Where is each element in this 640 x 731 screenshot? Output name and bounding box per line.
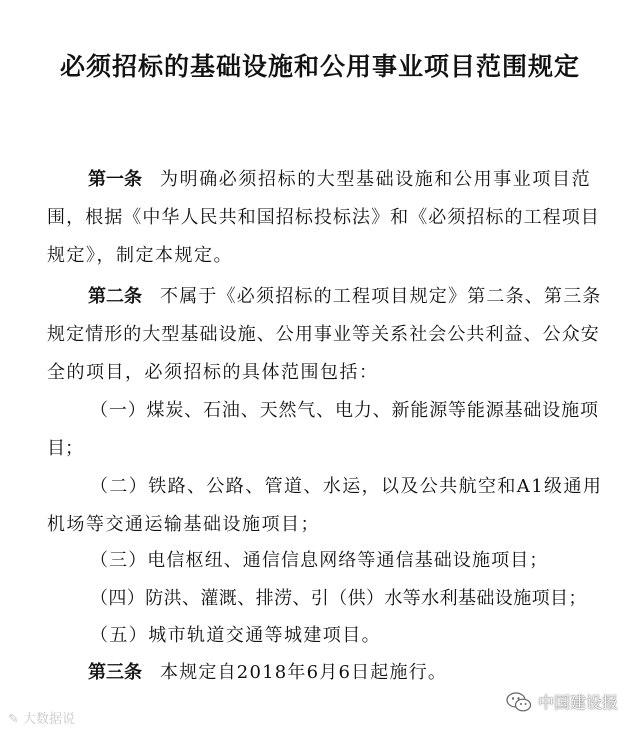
article-1-text-line-2: 围 ， 根 据 《 中 华 人 民 共 和 国 招 标 投 标 法 》 和 《 必 须 招 标 的 工 程 项 目 [47, 207, 599, 228]
watermark-right-text: 中国建设报 [538, 693, 619, 712]
article-2-text-line-2: 规 定 情 形 的 大 型 基 础 设 施 、 公 用 事 业 等 关 系 社 会 公 共 利 益 、 公 众 安 [47, 324, 599, 345]
item-3: （三）电信枢纽、通信信息网络等通信基础设施项目； [90, 550, 549, 571]
item-1-line-2: 目； [47, 438, 83, 459]
document-title: 必须招标的基础设施和公用事业项目范围规定 [59, 52, 580, 81]
article-3-heading: 第三条 [88, 662, 142, 683]
weibo-icon: ✎ [8, 712, 19, 727]
article-3-line [88, 661, 447, 685]
watermark-right [506, 690, 618, 713]
item-2-line-2: 机场等交通运输基础设施项目； [47, 514, 320, 535]
article-2-heading: 第二条 [88, 286, 142, 307]
item-1-line-1: （ 一 ） 煤 炭 、 石 油 、 天 然 气 、 电 力 、 新 能 源 等 能 源 基 础 设 施 项 [90, 400, 598, 421]
article-1-first-line [88, 168, 591, 192]
article-1-heading: 第一条 [88, 169, 142, 190]
article-1-text-line-3: 规定》，制定本规定。 [47, 245, 233, 266]
item-2-line-1: （二）铁路、公路、管道、水运，以及公共航空和A1级通用 [90, 476, 603, 497]
wechat-icon [506, 692, 532, 712]
article-2-first-line [88, 285, 602, 309]
item-4: （四）防洪、灌溉、排涝、引（供）水等水利基础设施项目； [90, 588, 587, 609]
item-5: （五）城市轨道交通等城建项目。 [90, 625, 381, 646]
article-3-text: 本规定自2018年6月6日起施行。 [160, 662, 448, 683]
article-2-text-line-1: 不属于《必须招标的工程项目规定》第二条、第三条 [160, 286, 602, 307]
article-2-text-line-3: 全的项目，必须招标的具体范围包括： [47, 362, 379, 383]
watermark-left [8, 708, 75, 727]
watermark-left-text: 大数据说 [23, 712, 76, 727]
article-1-text-line-1: 为明确必须招标的大型基础设施和公用事业项目范 [160, 169, 592, 190]
